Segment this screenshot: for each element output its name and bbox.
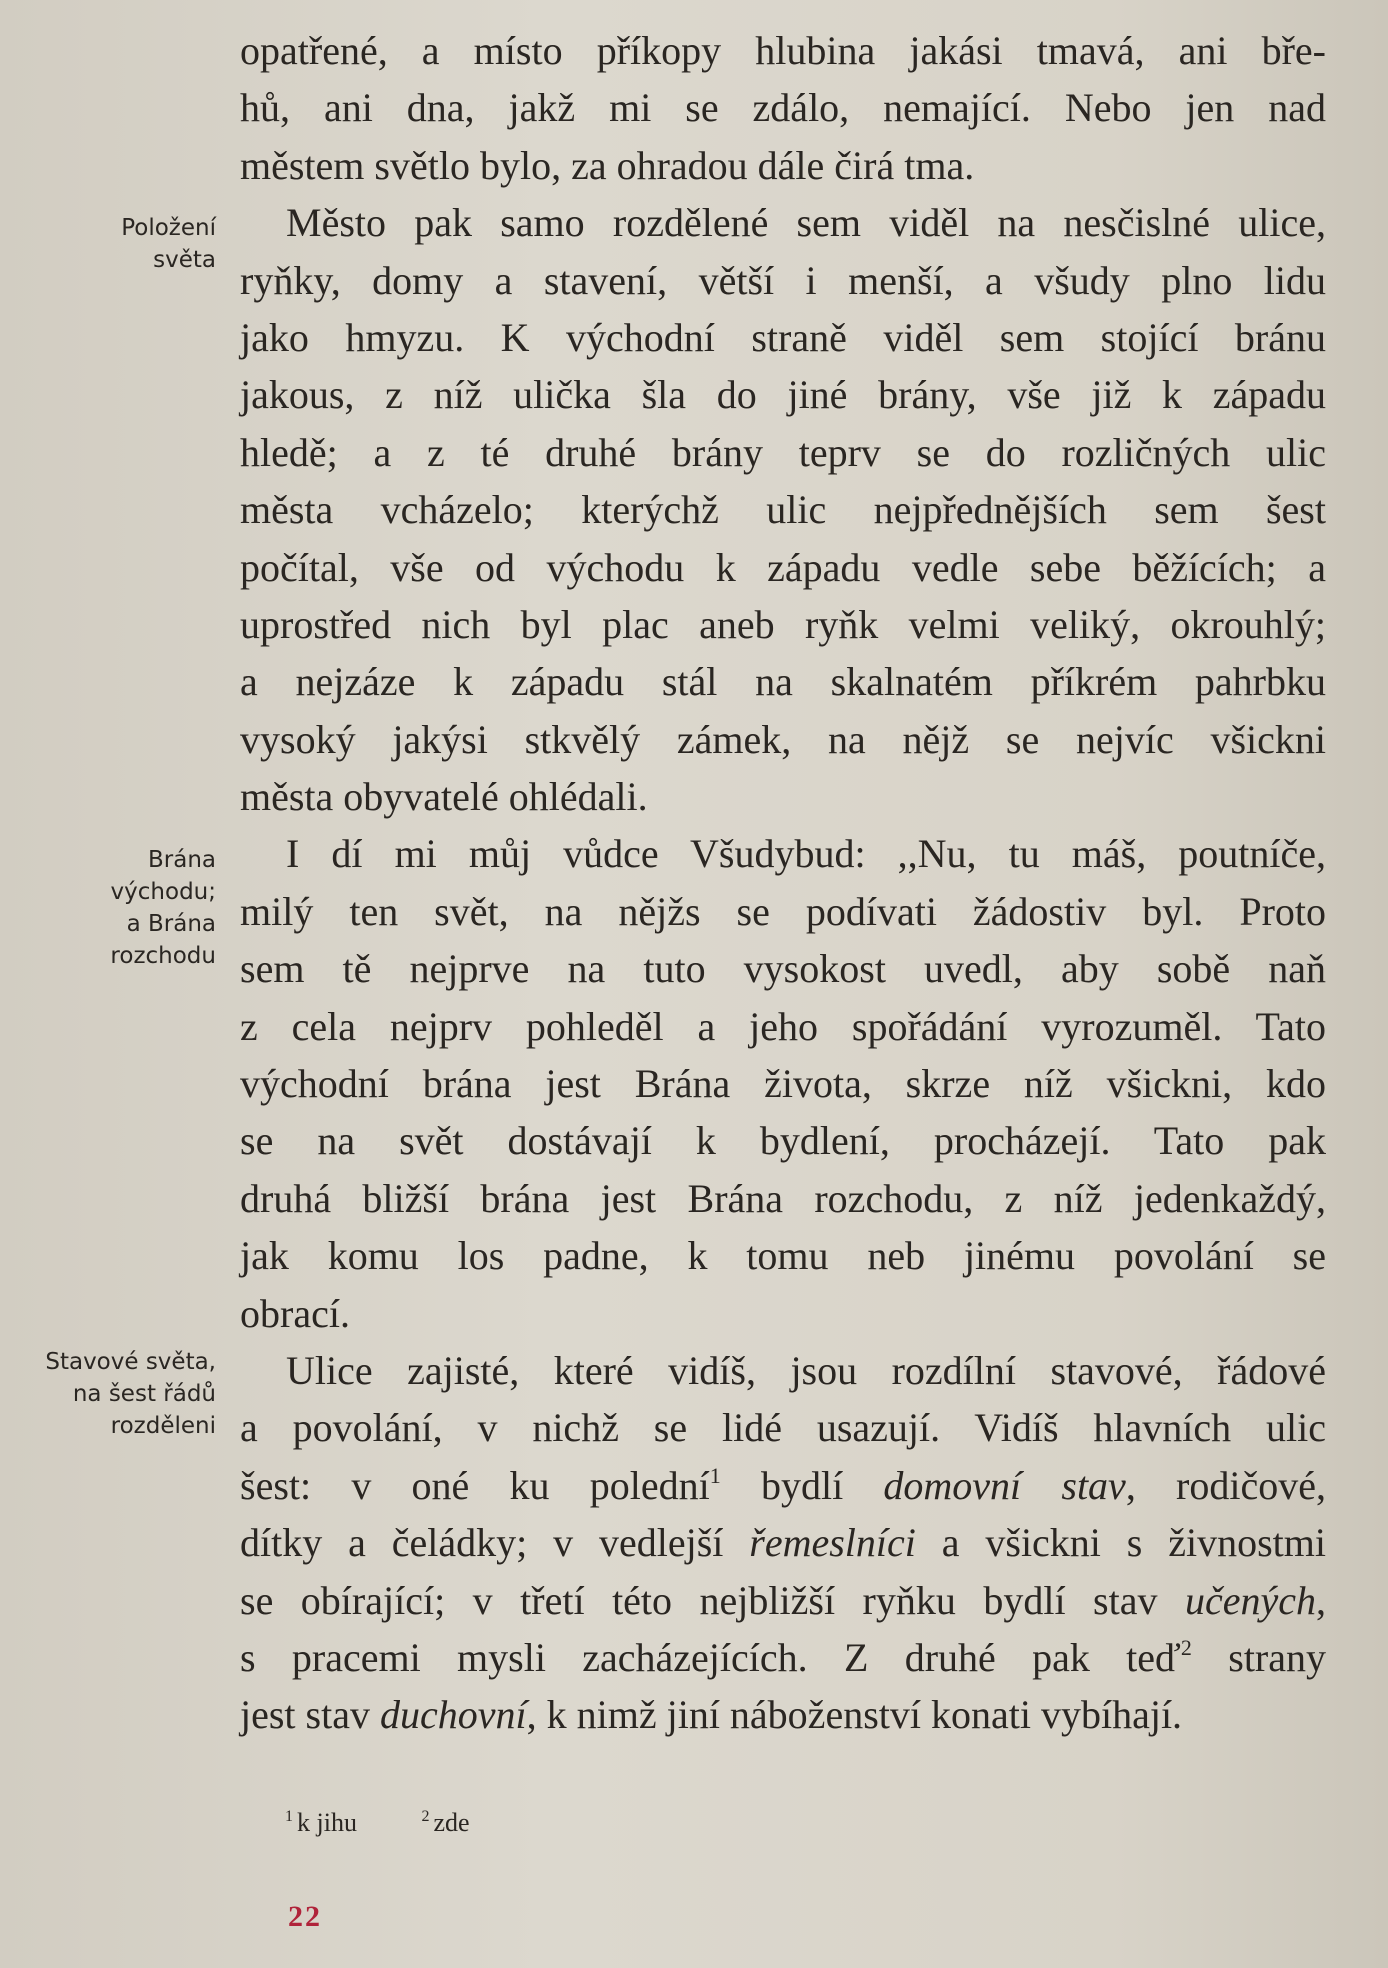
- text-run: ,: [1316, 1577, 1326, 1623]
- margin-note-brana-vychodu: [110, 844, 216, 972]
- footnote-2: [421, 1808, 469, 1838]
- text-line: jakous, z níž ulička šla do jiné brány, vše již k západu: [240, 372, 1326, 418]
- margin-note-line: rozchodu: [110, 943, 216, 969]
- text-line: I dí mi můj vůdce Všudybud: ,,Nu, tu máš, poutníče,: [286, 831, 1326, 877]
- text-line: města obyvatelé ohlédali.: [240, 774, 648, 820]
- footnote-text: k jihu: [297, 1808, 357, 1837]
- text-line: a nejzáze k západu stál na skalnatém příkrém pahrbku: [240, 659, 1326, 705]
- italic-term: domovní stav: [883, 1462, 1126, 1508]
- text-line: města vcházelo; kterýchž ulic nejpřednějších sem šest: [240, 487, 1326, 533]
- text-run: jest stav: [240, 1692, 380, 1738]
- italic-term: duchovní: [379, 1692, 527, 1738]
- text-line: z cela nejprv pohleděl a jeho spořádání vyrozuměl. Tato: [240, 1003, 1326, 1049]
- text-run: , rodičové,: [1125, 1462, 1326, 1508]
- text-line: sem tě nejprve na tuto vysokost uvedl, aby sobě naň: [240, 946, 1326, 992]
- margin-note-line: Položení: [121, 215, 216, 241]
- margin-note-line: Brána: [147, 847, 216, 873]
- italic-term: řemeslníci: [749, 1520, 916, 1566]
- margin-note-line: Stavové světa,: [45, 1349, 216, 1375]
- text-run: dítky a čeládky; v vedlejší: [240, 1520, 750, 1566]
- margin-note-line: a Brána: [126, 911, 216, 937]
- text-line: hledě; a z té druhé brány teprv se do rozličných ulic: [240, 429, 1326, 475]
- text-line: [240, 1514, 1326, 1571]
- text-line: hů, ani dna, jakž mi se zdálo, nemající. Nebo jen nad: [240, 85, 1326, 131]
- main-text: [240, 22, 1326, 1744]
- margin-note-line: na šest řádů: [72, 1381, 216, 1407]
- text-run: s pracemi mysli zacházejících. Z druhé pak teď: [240, 1634, 1181, 1680]
- text-line: [240, 1457, 1326, 1514]
- text-line: jako hmyzu. K východní straně viděl sem stojící bránu: [240, 314, 1326, 360]
- text-line: Město pak samo rozdělené sem viděl na nesčislné ulice,: [286, 200, 1326, 246]
- italic-term: učených: [1184, 1577, 1316, 1623]
- text-line: jak komu los padne, k tomu neb jinému povolání se: [240, 1233, 1326, 1279]
- text-line: ryňky, domy a stavení, větší i menší, a všudy plno lidu: [240, 257, 1326, 303]
- margin-note-stavove-sveta: [45, 1346, 216, 1442]
- text-line: opatřené, a místo příkopy hlubina jakási tmavá, ani bře-: [240, 28, 1326, 73]
- margin-note-line: světa: [153, 247, 216, 273]
- text-line: milý ten svět, na nějžs se podívati žádostiv byl. Proto: [240, 888, 1326, 934]
- footnote-ref-2: 2: [1180, 1634, 1192, 1660]
- margin-note-line: východu;: [110, 879, 216, 905]
- text-line: počítal, vše od východu k západu vedle sebe běžících; a: [240, 544, 1326, 590]
- text-line: se na svět dostávají k bydlení, procházejí. Tato pak: [240, 1118, 1326, 1164]
- text-run: se obírající; v třetí této nejbližší ryňku bydlí stav: [240, 1577, 1185, 1623]
- footnote-text: zde: [433, 1808, 470, 1837]
- text-line: Ulice zajisté, které vidíš, jsou rozdílní stavové, řádové: [286, 1347, 1326, 1393]
- text-line: městem světlo bylo, za ohradou dále čirá tma.: [240, 142, 975, 188]
- footnote-mark: 2: [421, 1808, 430, 1825]
- text-run: strany: [1191, 1634, 1326, 1680]
- margin-note-polozeni-sveta: [121, 212, 216, 276]
- text-line: a povolání, v nichž se lidé usazují. Vidíš hlavních ulic: [240, 1405, 1326, 1451]
- text-line: uprostřed nich byl plac aneb ryňk velmi veliký, okrouhlý;: [240, 601, 1326, 647]
- text-line: [240, 1629, 1326, 1686]
- footnote-mark: 1: [285, 1808, 293, 1825]
- page-number: 22: [288, 1900, 322, 1933]
- footnote-ref-1: 1: [709, 1462, 721, 1488]
- text-run: a všickni s živnostmi: [915, 1520, 1327, 1566]
- text-line: [240, 1572, 1326, 1629]
- text-line: druhá bližší brána jest Brána rozchodu, z níž jedenkaždý,: [240, 1175, 1326, 1221]
- footnotes: [285, 1808, 528, 1838]
- text-line: východní brána jest Brána života, skrze níž všickni, kdo: [240, 1061, 1326, 1107]
- text-run: šest: v oné ku polední: [240, 1462, 710, 1508]
- text-line: vysoký jakýsi stkvělý zámek, na nějž se nejvíc všickni: [240, 716, 1326, 762]
- footnote-1: [285, 1808, 357, 1838]
- text-line: obrací.: [240, 1290, 350, 1336]
- text-line: [240, 1686, 1326, 1743]
- text-run: , k nimž jiní náboženství konati vybíhají.: [526, 1692, 1183, 1738]
- text-run: bydlí: [720, 1462, 884, 1508]
- margin-note-line: rozděleni: [110, 1413, 216, 1439]
